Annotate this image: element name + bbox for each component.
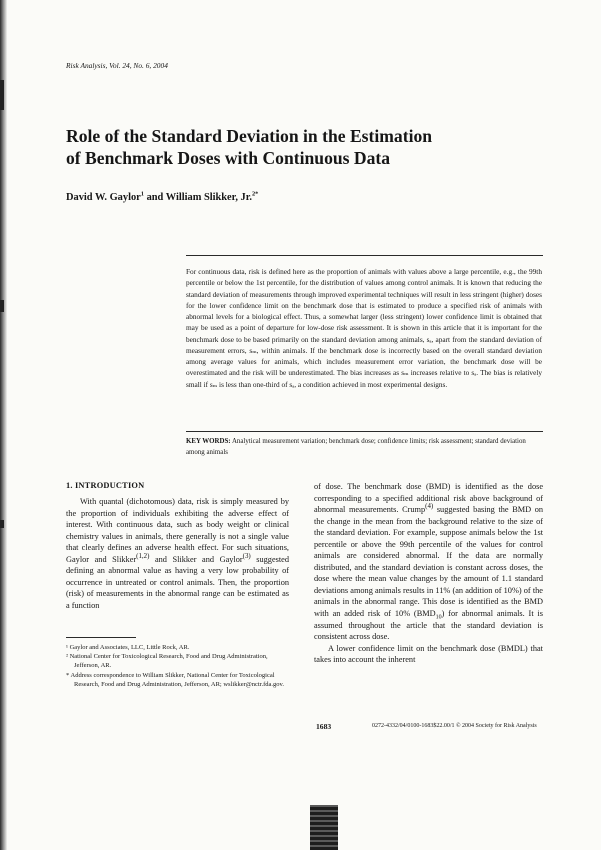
abstract-bottom-rule — [186, 431, 543, 432]
citation: (1,2) — [136, 552, 150, 560]
running-head: Risk Analysis, Vol. 24, No. 6, 2004 — [66, 61, 168, 70]
footnote-1: ¹ Gaylor and Associates, LLC, Little Rock, AR. — [66, 644, 190, 651]
footnotes — [66, 643, 294, 689]
author-line — [66, 192, 258, 203]
keywords-text: Analytical measurement variation; benchmark dose; confidence limits; risk assessment; standard deviation among animals — [186, 438, 526, 456]
scan-binding-artifact — [310, 805, 338, 850]
copyright-line: 0272-4332/04/0100-1683$22.00/1 © 2004 Society for Risk Analysis — [372, 723, 537, 729]
section-heading: 1. INTRODUCTION — [66, 481, 145, 490]
author-2: and William Slikker, Jr. — [143, 192, 252, 203]
intro-column-right — [314, 481, 543, 666]
footnote-rule — [66, 637, 136, 638]
author-2-affiliation: 2* — [251, 190, 259, 198]
keywords — [186, 437, 543, 458]
footnote-2: ² National Center for Toxicological Research, Food and Drug Administration, Jefferson, AR. — [66, 653, 268, 670]
page-number: 1683 — [316, 722, 332, 731]
intro-paragraph-right-1: of dose. The benchmark dose (BMD) is identified as the dose corresponding to a specified additional risk above background of abnormal measurements. Crump$^{(4)}$ suggested basing the BMD on the change in the mean from the background relative to the size of the standard deviation. For example, suppose animals below the 1st percentile or above the 99th percentile of the values for control animals are considered abnormal. If the data are normally distributed, and the standard deviation is constant across doses, the dose where the mean value changes by the amount of 1.1 standard deviations among animals results in 11% (an addition of 10%) of the animals in the abnormal range. This dose is identified as the BMD with an added risk of 10% $(BMD_{10})$ for abnormal animals. It is assumed throughout the article that the standard deviation is consistent across dose. — [314, 482, 544, 642]
citation: (4) — [425, 503, 434, 511]
author-1: David W. Gaylor — [66, 192, 141, 203]
title-line-1: Role of the Standard Deviation in the Estimation — [66, 126, 433, 146]
abstract-top-rule — [186, 255, 543, 256]
citation: (3) — [242, 552, 251, 560]
abstract: For continuous data, risk is defined here as the proportion of animals with values above a large percentile, e.g., the 99th percentile or below the 1st percentile, for the distribution of values among control animals. It is known that reducing the standard deviation of measurements through improved experimental techniques will result in less stringent (higher) doses for the lower confidence limit on the benchmark dose that is estimated to produce a specified risk of animals with abnormal levels for a biological effect. Thus, a somewhat larger (less stringent) lower confidence limit is obtained that may be used as a point of departure for low-dose risk assessment. It is shown in this article that it is important for the benchmark dose to be based primarily on the standard deviation among animals, sₐ, apart from the standard deviation of measurement errors, sₘ, within animals. If the benchmark dose is incorrectly based on the overall standard deviation among average values for animals, which includes measurement error variation, the benchmark dose will be overestimated and the risk will be underestimated. The bias increases as sₘ increases relative to sₐ. The bias is relatively small if sₘ is less than one-third of sₐ, a condition achieved in most experimental designs. — [186, 267, 542, 389]
keywords-label: KEY WORDS: — [186, 438, 231, 445]
title-line-2: of Benchmark Doses with Continuous Data — [66, 148, 391, 168]
article-title — [66, 125, 526, 169]
scan-left-edge — [0, 0, 7, 850]
intro-paragraph-left: With quantal (dichotomous) data, risk is simply measured by the proportion of individuals exhibiting the adverse effect of interest. With continuous data, such as body weight or clinical chemistry values in animals, there generally is not a single value that clearly defines an adverse health effect. For such situations, Gaylor and Slikker$^{(1,2)}$ and Slikker and Gaylor$^{(3)}$ suggested defining an abnormal value as having a very low probability of occurrence in untreated or control animals. Then, the proportion (risk) of measurements in the abnormal range can be estimated as a function — [66, 497, 289, 610]
intro-paragraph-right-2: A lower confidence limit on the benchmark dose (BMDL) that takes into account the inherent — [314, 643, 543, 665]
footnote-correspondence: * Address correspondence to William Slikker, National Center for Toxicological Research, Food and Drug Administration, Jefferson, AR; wslikker@nctr.fda.gov. — [66, 671, 284, 688]
subscript: 10 — [435, 614, 442, 621]
author-1-affiliation: 1 — [140, 190, 144, 198]
